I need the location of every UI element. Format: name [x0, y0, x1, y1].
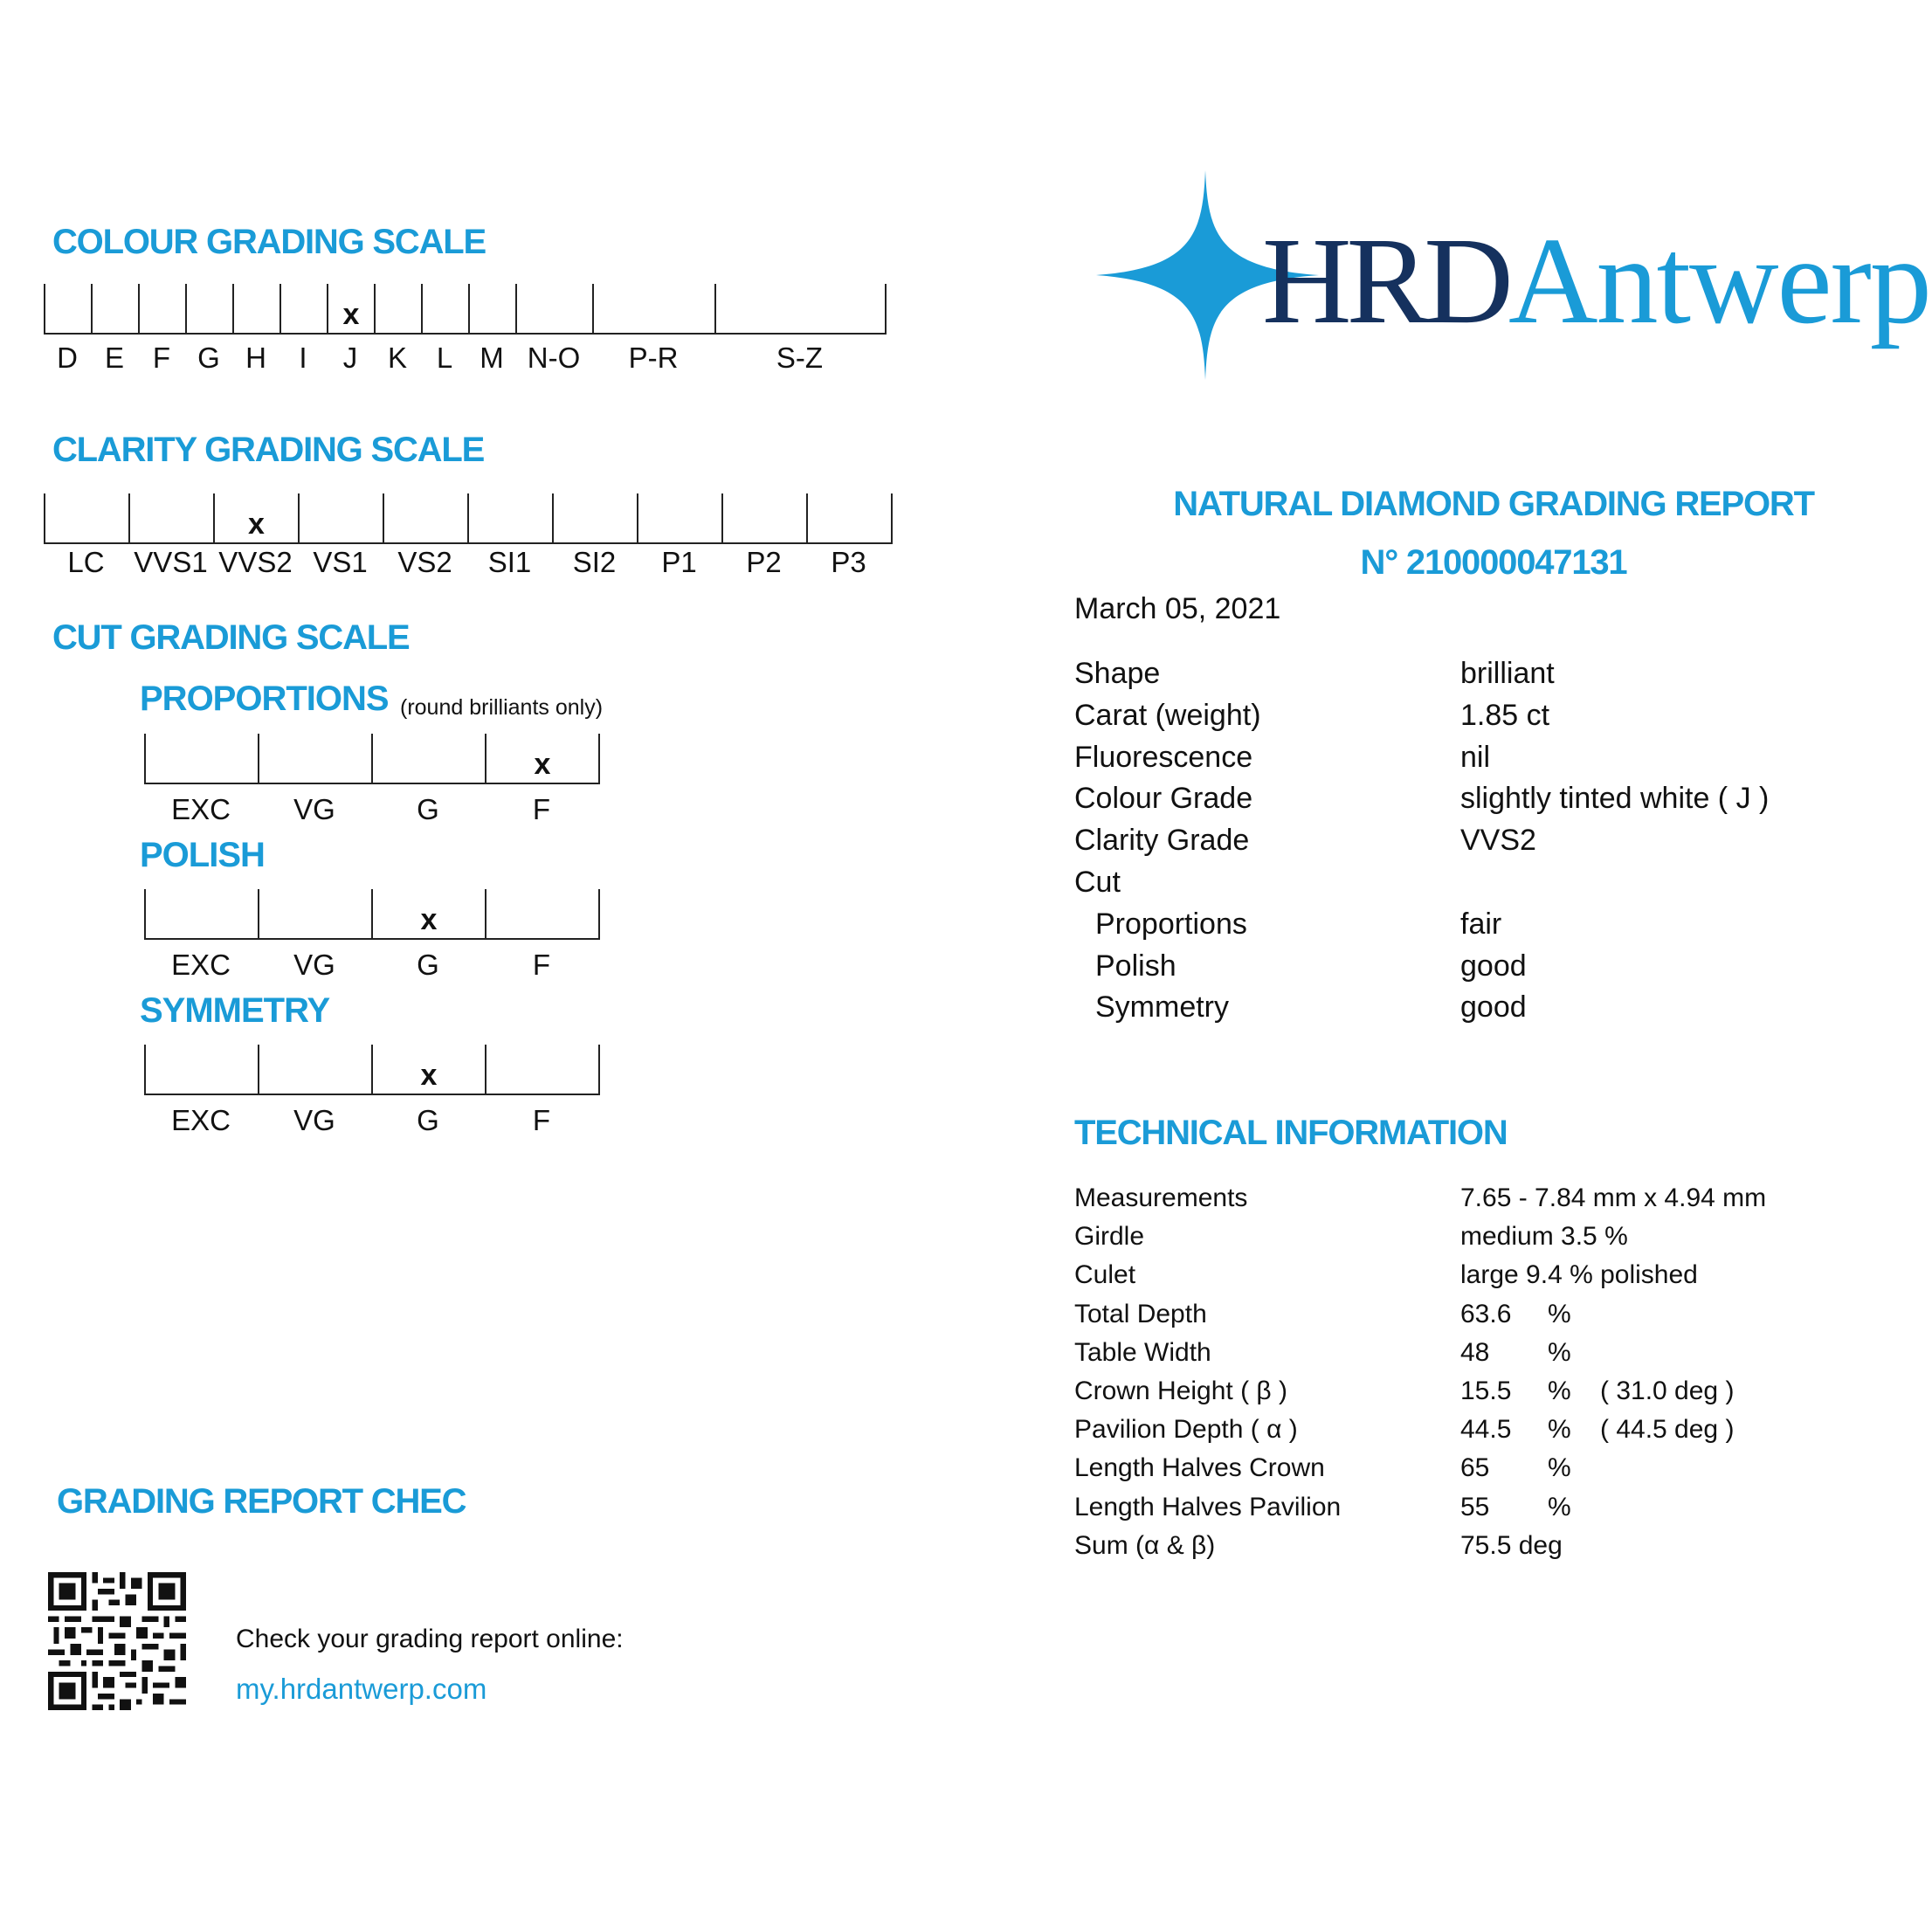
clarity-scale-cell — [130, 493, 215, 542]
technical-row-value: 48 — [1460, 1337, 1490, 1367]
symmetry-selected-mark: x — [420, 1059, 438, 1092]
clarity-scale-cell — [808, 493, 893, 542]
polish-scale-cell — [486, 889, 600, 938]
proportions-scale-cell — [259, 734, 373, 783]
colour-scale-cell — [328, 284, 376, 333]
colour-scale-cell — [594, 284, 716, 333]
report-row-value: fair — [1460, 907, 1502, 941]
symmetry-grade-label: VG — [293, 1104, 335, 1136]
colour-grade-label: F — [152, 342, 171, 374]
colour-scale-cell — [716, 284, 887, 333]
clarity-grade-label: VS1 — [313, 546, 368, 578]
clarity-scale-bar — [44, 493, 893, 544]
clarity-grade-label: P3 — [831, 546, 866, 578]
report-row-label: Colour Grade — [1074, 782, 1253, 816]
technical-row-value: 63.6 — [1460, 1299, 1512, 1328]
colour-grade-label: K — [387, 342, 407, 374]
report-row-value: slightly tinted white ( J ) — [1460, 782, 1770, 816]
report-row-label: Symmetry — [1095, 990, 1229, 1025]
check-online-link[interactable]: my.hrdantwerp.com — [236, 1673, 487, 1705]
colour-grade-label: E — [104, 342, 124, 374]
clarity-scale-cell — [300, 493, 384, 542]
clarity-grade-label: P2 — [746, 546, 782, 578]
proportions-heading: PROPORTIONS — [140, 680, 389, 718]
colour-grade-label: P-R — [628, 342, 679, 374]
report-row-label: Fluorescence — [1074, 740, 1253, 774]
colour-grade-label: G — [197, 342, 220, 374]
proportions-scale-cell — [373, 734, 486, 783]
colour-scale-bar — [44, 284, 887, 335]
technical-row-label: Girdle — [1074, 1222, 1145, 1252]
symmetry-scale-cell — [259, 1045, 373, 1094]
report-date: March 05, 2021 — [1074, 592, 1281, 625]
technical-row-label: Length Halves Pavilion — [1074, 1492, 1342, 1521]
report-row-value: 1.85 ct — [1460, 698, 1550, 732]
colour-grade-label: N-O — [527, 342, 581, 374]
proportions-scale-bar — [144, 734, 600, 784]
clarity-grade-label: SI1 — [487, 546, 532, 578]
colour-selected-mark: x — [342, 298, 360, 331]
clarity-grade-label: VVS1 — [134, 546, 208, 578]
symmetry-scale-labels — [144, 1104, 600, 1137]
colour-scale-labels — [44, 342, 887, 375]
report-row-label: Proportions — [1095, 907, 1247, 941]
proportions-grade-label: EXC — [171, 793, 231, 825]
polish-grade-label: EXC — [171, 949, 231, 981]
clarity-scale-heading: CLARITY GRADING SCALE — [52, 431, 485, 469]
polish-scale-labels — [144, 949, 600, 982]
report-title: NATURAL DIAMOND GRADING REPORT — [1173, 485, 1814, 523]
report-row-label: Clarity Grade — [1074, 824, 1250, 858]
clarity-grade-label: P1 — [661, 546, 697, 578]
proportions-grade-label: F — [532, 793, 551, 825]
report-row-value: VVS2 — [1460, 824, 1536, 858]
symmetry-scale-cell — [146, 1045, 259, 1094]
symmetry-grade-label: G — [417, 1104, 439, 1136]
symmetry-heading: SYMMETRY — [140, 991, 330, 1030]
clarity-grade-label: SI2 — [572, 546, 617, 578]
symmetry-grade-label: F — [532, 1104, 551, 1136]
proportions-grade-label: VG — [293, 793, 335, 825]
polish-grade-label: VG — [293, 949, 335, 981]
report-row-value: nil — [1460, 740, 1491, 774]
clarity-scale-cell — [45, 493, 130, 542]
colour-scale-cell — [93, 284, 140, 333]
clarity-scale-cell — [215, 493, 300, 542]
clarity-scale-cell — [638, 493, 723, 542]
report-row-value: brilliant — [1460, 657, 1555, 690]
technical-row-value: 44.5 — [1460, 1415, 1512, 1445]
technical-row-label: Culet — [1074, 1260, 1136, 1290]
proportions-note: (round brilliants only) — [400, 695, 604, 720]
report-row-label: Polish — [1095, 949, 1176, 983]
technical-row-label: Total Depth — [1074, 1299, 1207, 1328]
colour-scale-cell — [376, 284, 423, 333]
colour-scale-cell — [517, 284, 594, 333]
check-heading: GRADING REPORT CHEC — [57, 1482, 466, 1521]
colour-scale-cell — [234, 284, 281, 333]
clarity-grading-scale — [44, 493, 893, 579]
proportions-scale — [144, 734, 600, 826]
proportions-scale-labels — [144, 793, 600, 826]
clarity-selected-mark: x — [248, 507, 265, 541]
check-online-text: Check your grading report online: — [236, 1625, 624, 1653]
clarity-scale-labels — [44, 546, 893, 579]
proportions-selected-mark: x — [534, 748, 551, 781]
symmetry-scale — [144, 1045, 600, 1137]
technical-row-label: Pavilion Depth ( α ) — [1074, 1415, 1298, 1445]
polish-scale-cell — [373, 889, 486, 938]
technical-row-label: Table Width — [1074, 1337, 1211, 1367]
technical-row-unit: % — [1548, 1377, 1571, 1405]
technical-row-value: large 9.4 % polished — [1460, 1260, 1698, 1290]
colour-scale-heading: COLOUR GRADING SCALE — [52, 223, 486, 261]
technical-row-label: Length Halves Crown — [1074, 1453, 1325, 1483]
qr-code-icon[interactable] — [48, 1572, 186, 1710]
symmetry-grade-label: EXC — [171, 1104, 231, 1136]
logo-text-antwerp: Antwerp — [1508, 211, 1930, 349]
technical-row-label: Measurements — [1074, 1183, 1248, 1212]
polish-scale-cell — [146, 889, 259, 938]
logo-text-hrd: HRD — [1262, 211, 1508, 349]
colour-scale-cell — [423, 284, 470, 333]
technical-row-label: Sum (α & β) — [1074, 1530, 1216, 1560]
technical-row-value: 65 — [1460, 1453, 1490, 1483]
colour-grade-label: I — [299, 342, 307, 374]
colour-scale-cell — [470, 284, 517, 333]
colour-grade-label: M — [480, 342, 504, 374]
report-row-label: Cut — [1074, 866, 1121, 899]
proportions-scale-cell — [146, 734, 259, 783]
proportions-grade-label: G — [417, 793, 439, 825]
report-row-value: good — [1460, 949, 1527, 983]
report-row-label: Shape — [1074, 657, 1161, 690]
polish-scale-bar — [144, 889, 600, 940]
polish-selected-mark: x — [420, 903, 438, 936]
report-row-label: Carat (weight) — [1074, 698, 1261, 732]
clarity-scale-cell — [384, 493, 469, 542]
clarity-scale-cell — [723, 493, 808, 542]
technical-row-unit: % — [1548, 1337, 1571, 1367]
colour-scale-cell — [45, 284, 93, 333]
report-number: N° 210000047131 — [1360, 543, 1627, 582]
technical-heading: TECHNICAL INFORMATION — [1074, 1114, 1508, 1152]
polish-grade-label: F — [532, 949, 551, 981]
clarity-scale-cell — [469, 493, 554, 542]
technical-row-unit: % — [1548, 1453, 1571, 1483]
technical-row-extra: ( 31.0 deg ) — [1600, 1377, 1735, 1405]
symmetry-scale-bar — [144, 1045, 600, 1095]
technical-row-unit: % — [1548, 1415, 1571, 1445]
clarity-scale-cell — [554, 493, 638, 542]
symmetry-scale-cell — [373, 1045, 486, 1094]
technical-row-label: Crown Height ( β ) — [1074, 1377, 1287, 1405]
colour-grade-label: J — [342, 342, 358, 374]
colour-scale-cell — [140, 284, 187, 333]
technical-row-unit: % — [1548, 1299, 1571, 1328]
polish-scale-cell — [259, 889, 373, 938]
colour-scale-cell — [281, 284, 328, 333]
colour-grade-label: H — [245, 342, 266, 374]
clarity-grade-label: VVS2 — [218, 546, 293, 578]
technical-row-unit: % — [1548, 1492, 1571, 1521]
clarity-grade-label: LC — [67, 546, 105, 578]
polish-grade-label: G — [417, 949, 439, 981]
colour-scale-cell — [187, 284, 234, 333]
cut-scale-heading: CUT GRADING SCALE — [52, 618, 410, 657]
symmetry-scale-cell — [486, 1045, 600, 1094]
report-row-value: good — [1460, 990, 1527, 1025]
colour-grade-label: L — [436, 342, 453, 374]
proportions-scale-cell — [486, 734, 600, 783]
technical-row-value: 75.5 deg — [1460, 1530, 1563, 1560]
technical-row-value: 55 — [1460, 1492, 1490, 1521]
colour-grade-label: D — [57, 342, 78, 374]
polish-heading: POLISH — [140, 836, 265, 874]
polish-scale — [144, 889, 600, 982]
colour-grading-scale — [44, 284, 887, 375]
technical-row-value: medium 3.5 % — [1460, 1222, 1628, 1252]
clarity-grade-label: VS2 — [397, 546, 452, 578]
technical-row-value: 15.5 — [1460, 1377, 1512, 1405]
technical-row-value: 7.65 - 7.84 mm x 4.94 mm — [1460, 1183, 1767, 1212]
technical-row-extra: ( 44.5 deg ) — [1600, 1415, 1735, 1445]
colour-grade-label: S-Z — [776, 342, 824, 374]
